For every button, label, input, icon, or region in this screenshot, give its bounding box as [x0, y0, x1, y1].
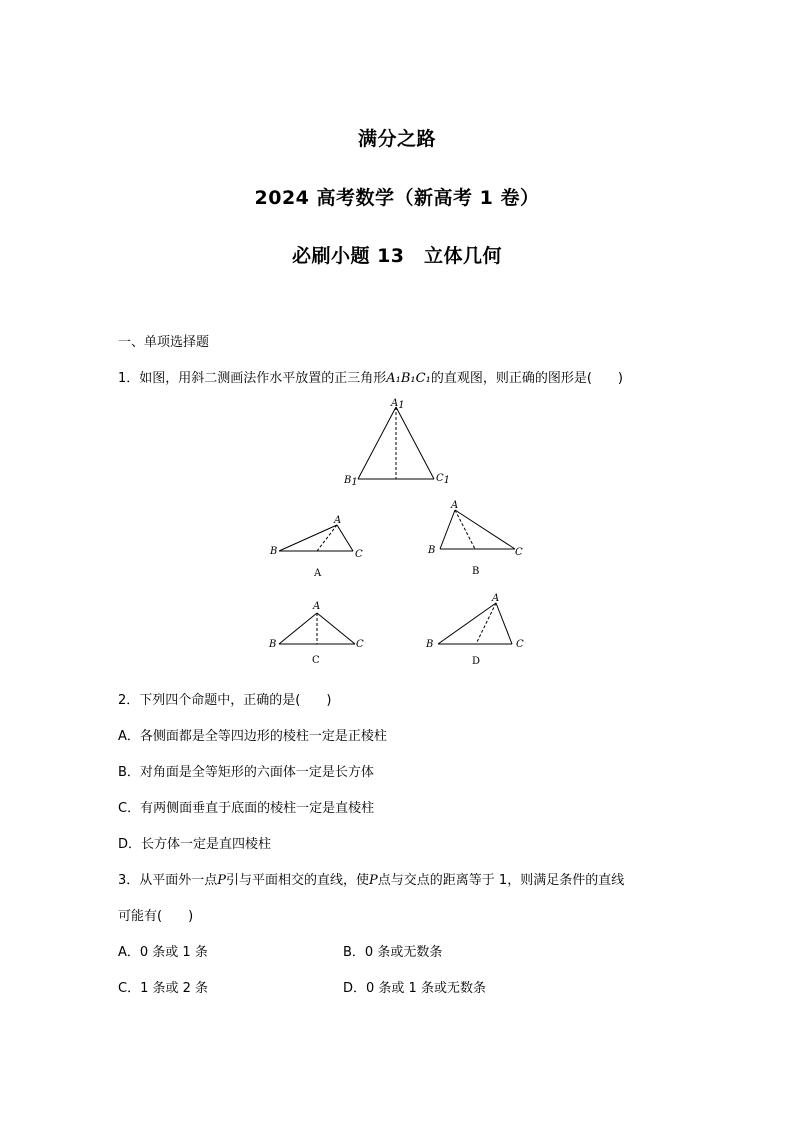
label-b: B: [428, 545, 436, 556]
edge-ac: [455, 510, 515, 549]
dashed-segment: [476, 603, 496, 644]
q1-prefix: 1．如图，用斜二测画法作水平放置的正三角形: [118, 371, 387, 386]
q2-option-c: C．有两侧面垂直于底面的棱柱一定是直棱柱: [118, 801, 375, 816]
doc-title: 满分之路: [357, 128, 436, 150]
edge-ba: [279, 613, 317, 644]
edge-ac: [496, 603, 512, 644]
q3-stem-b: 引与平面相交的直线，使: [226, 873, 370, 888]
q3-option-a: A．0 条或 1 条: [118, 945, 208, 960]
edge-ac: [337, 525, 353, 551]
q1-original-triangle-figure: [340, 395, 460, 490]
q3-point-p: P: [217, 873, 227, 888]
q1-option-c-figure: [265, 595, 375, 670]
question-2-stem: 2．下列四个命题中，正确的是( ): [118, 693, 332, 708]
edge-ba: [438, 603, 496, 644]
topic-title: 必刷小题 13 立体几何: [291, 245, 503, 267]
dashed-segment: [455, 510, 475, 549]
label-c1: C1: [436, 473, 451, 486]
label-c: C: [356, 639, 364, 650]
label-c: C: [516, 639, 524, 650]
edge-a1-c1: [396, 407, 434, 479]
label-a: A: [492, 593, 500, 604]
label-b: B: [269, 639, 277, 650]
q1-suffix: 的直观图，则正确的图形是( ): [430, 371, 623, 386]
q3-point-p-2: P: [369, 873, 378, 888]
option-b-caption: B: [472, 566, 480, 577]
q3-option-c: C．1 条或 2 条: [118, 981, 209, 996]
dashed-segment: [317, 525, 337, 551]
section-heading: 一、单项选择题: [118, 335, 210, 350]
label-c: C: [355, 549, 363, 560]
edge-ac: [317, 613, 355, 644]
q1-option-a-figure: [265, 510, 375, 580]
label-b: B: [270, 546, 278, 557]
edge-ba: [440, 510, 455, 549]
q3-stem-line2: 可能有( ): [118, 909, 194, 924]
option-a-caption: A: [314, 568, 322, 579]
q3-stem-c: 点与交点的距离等于 1，则满足条件的直线: [377, 873, 625, 888]
q3-option-b: B．0 条或无数条: [343, 945, 443, 960]
option-d-caption: D: [472, 656, 481, 667]
label-a: A: [451, 500, 459, 511]
q1-triangle-name: A₁B₁C₁: [386, 371, 431, 386]
q3-stem-a: 3．从平面外一点: [118, 873, 218, 888]
q3-option-d: D．0 条或 1 条或无数条: [343, 981, 486, 996]
question-1-stem: [118, 367, 623, 386]
label-c: C: [515, 547, 523, 558]
label-a1: A1: [391, 398, 405, 411]
q2-option-d: D．长方体一定是直四棱柱: [118, 837, 272, 852]
label-b: B: [426, 639, 434, 650]
label-a: A: [313, 601, 321, 612]
exam-title: 2024 高考数学（新高考 1 卷）: [254, 187, 540, 209]
question-3-stem: [118, 869, 624, 888]
label-a: A: [334, 515, 342, 526]
q1-option-d-figure: [422, 588, 532, 670]
q2-option-a: A．各侧面都是全等四边形的棱柱一定是正棱柱: [118, 729, 387, 744]
q1-option-b-figure: [425, 498, 535, 580]
option-c-caption: C: [312, 655, 320, 666]
edge-ba: [279, 525, 337, 551]
q2-option-b: B．对角面是全等矩形的六面体一定是长方体: [118, 765, 374, 780]
label-b1: B1: [344, 475, 358, 488]
edge-a1-b1: [358, 407, 396, 479]
